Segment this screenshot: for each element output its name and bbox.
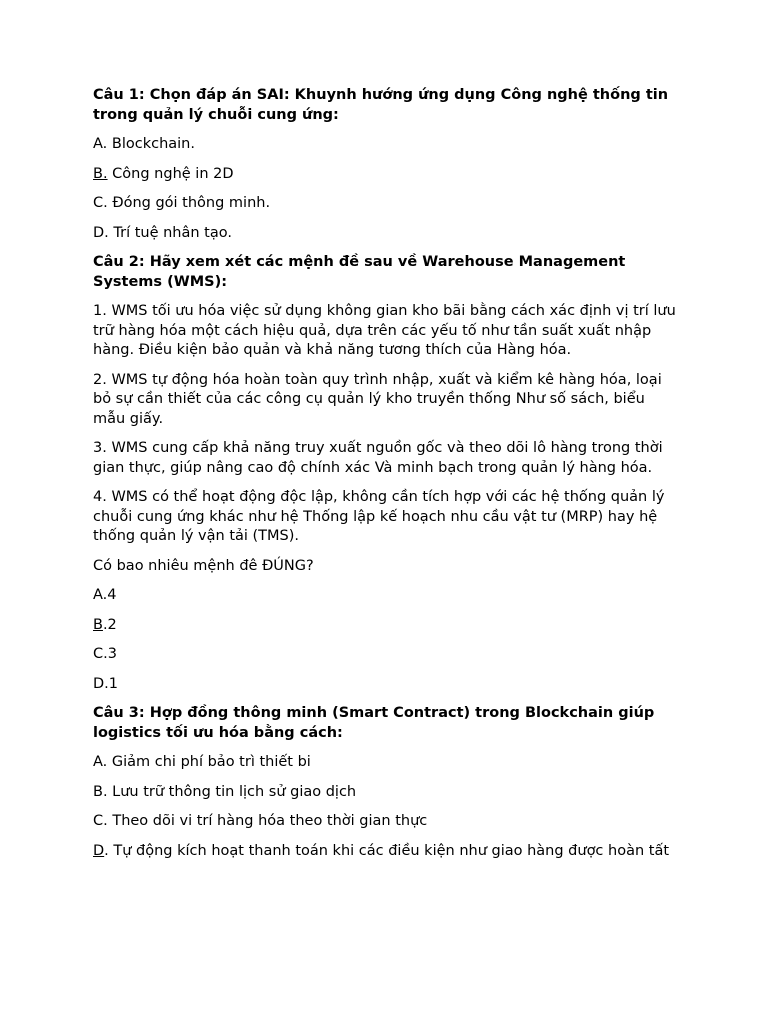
question-3-title: Câu 3: Hợp đồng thông minh (Smart Contract) trong Blockchain giúp logistics tối ưu hóa bằng cách: — [93, 705, 655, 741]
option-text: A. Giảm chi phí bảo trì thiết bi — [93, 754, 311, 770]
option-text: Công nghệ in 2D — [107, 165, 234, 182]
question-2-statement-4: 4. WMS có thể hoạt động độc lập, không cần tích hợp với các hệ thống quản lý chuỗi cung ứng khác như hệ Thống lập kế hoạch nhu cầu vật tư (MRP) hay hệ thống quản lý vận tải (TMS). — [93, 489, 665, 544]
question-2-statement-1: 1. WMS tối ưu hóa việc sử dụng không gian kho bãi bằng cách xác định vị trí lưu trữ hàng hóa một cách hiệu quả, dựa trên các yếu tố như tần suất xuất nhập hàng. Điều kiện bảo quản và khả năng tương thích của Hàng hóa. — [93, 303, 676, 358]
answer-mark: B — [93, 616, 103, 633]
option-text: .2 — [102, 616, 117, 633]
question-1-option-b — [93, 165, 678, 185]
option-text: C. Theo dõi vi trí hàng hóa theo thời gian thực — [93, 813, 428, 829]
option-text: D. Trí tuệ nhân tạo. — [93, 224, 232, 241]
option-text: A.4 — [93, 587, 117, 603]
question-1-title: Câu 1: Chọn đáp án SAI: Khuynh hướng ứng dụng Công nghệ thống tin trong quản lý chuỗi cung ứng: — [93, 87, 669, 123]
question-2-option-d — [93, 675, 678, 695]
question-2-option-a — [93, 586, 678, 606]
question-2 — [93, 253, 678, 694]
answer-mark: D — [93, 842, 105, 859]
question-1-option-a — [93, 135, 678, 155]
question-2-statement-2: 2. WMS tự động hóa hoàn toàn quy trình nhập, xuất và kiểm kê hàng hóa, loại bỏ sự cần thiết của các công cụ quản lý kho truyền thống Như số sách, biểu mẫu giấy. — [93, 371, 662, 427]
option-text: . Tự động kích hoạt thanh toán khi các điều kiện như giao hàng được hoàn tất — [104, 842, 670, 859]
question-3-option-a — [93, 753, 678, 773]
option-text: B. Lưu trữ thông tin lịch sử giao dịch — [93, 783, 357, 800]
question-3 — [93, 704, 678, 861]
question-1 — [93, 86, 678, 243]
question-2-option-b — [93, 616, 678, 636]
question-2-option-c — [93, 645, 678, 665]
question-3-option-d — [93, 842, 678, 862]
question-2-statement-3: 3. WMS cung cấp khả năng truy xuất nguồn gốc và theo dõi lô hàng trong thời gian thực, giúp nâng cao độ chính xác Và minh bạch trong quản lý hàng hóa. — [93, 440, 663, 476]
question-1-option-d — [93, 224, 678, 244]
question-2-title: Câu 2: Hãy xem xét các mệnh đề sau về Warehouse Management Systems (WMS): — [93, 254, 626, 290]
question-3-option-c — [93, 812, 678, 832]
question-1-option-c — [93, 194, 678, 214]
option-text: D.1 — [93, 675, 118, 692]
answer-mark: B. — [93, 165, 108, 182]
question-3-option-b — [93, 783, 678, 803]
document-page — [93, 86, 678, 871]
option-text: C.3 — [93, 646, 117, 662]
question-2-prompt: Có bao nhiêu mệnh đê ĐÚNG? — [93, 557, 314, 574]
option-text: A. Blockchain. — [93, 136, 195, 152]
option-text: C. Đóng gói thông minh. — [93, 195, 271, 211]
